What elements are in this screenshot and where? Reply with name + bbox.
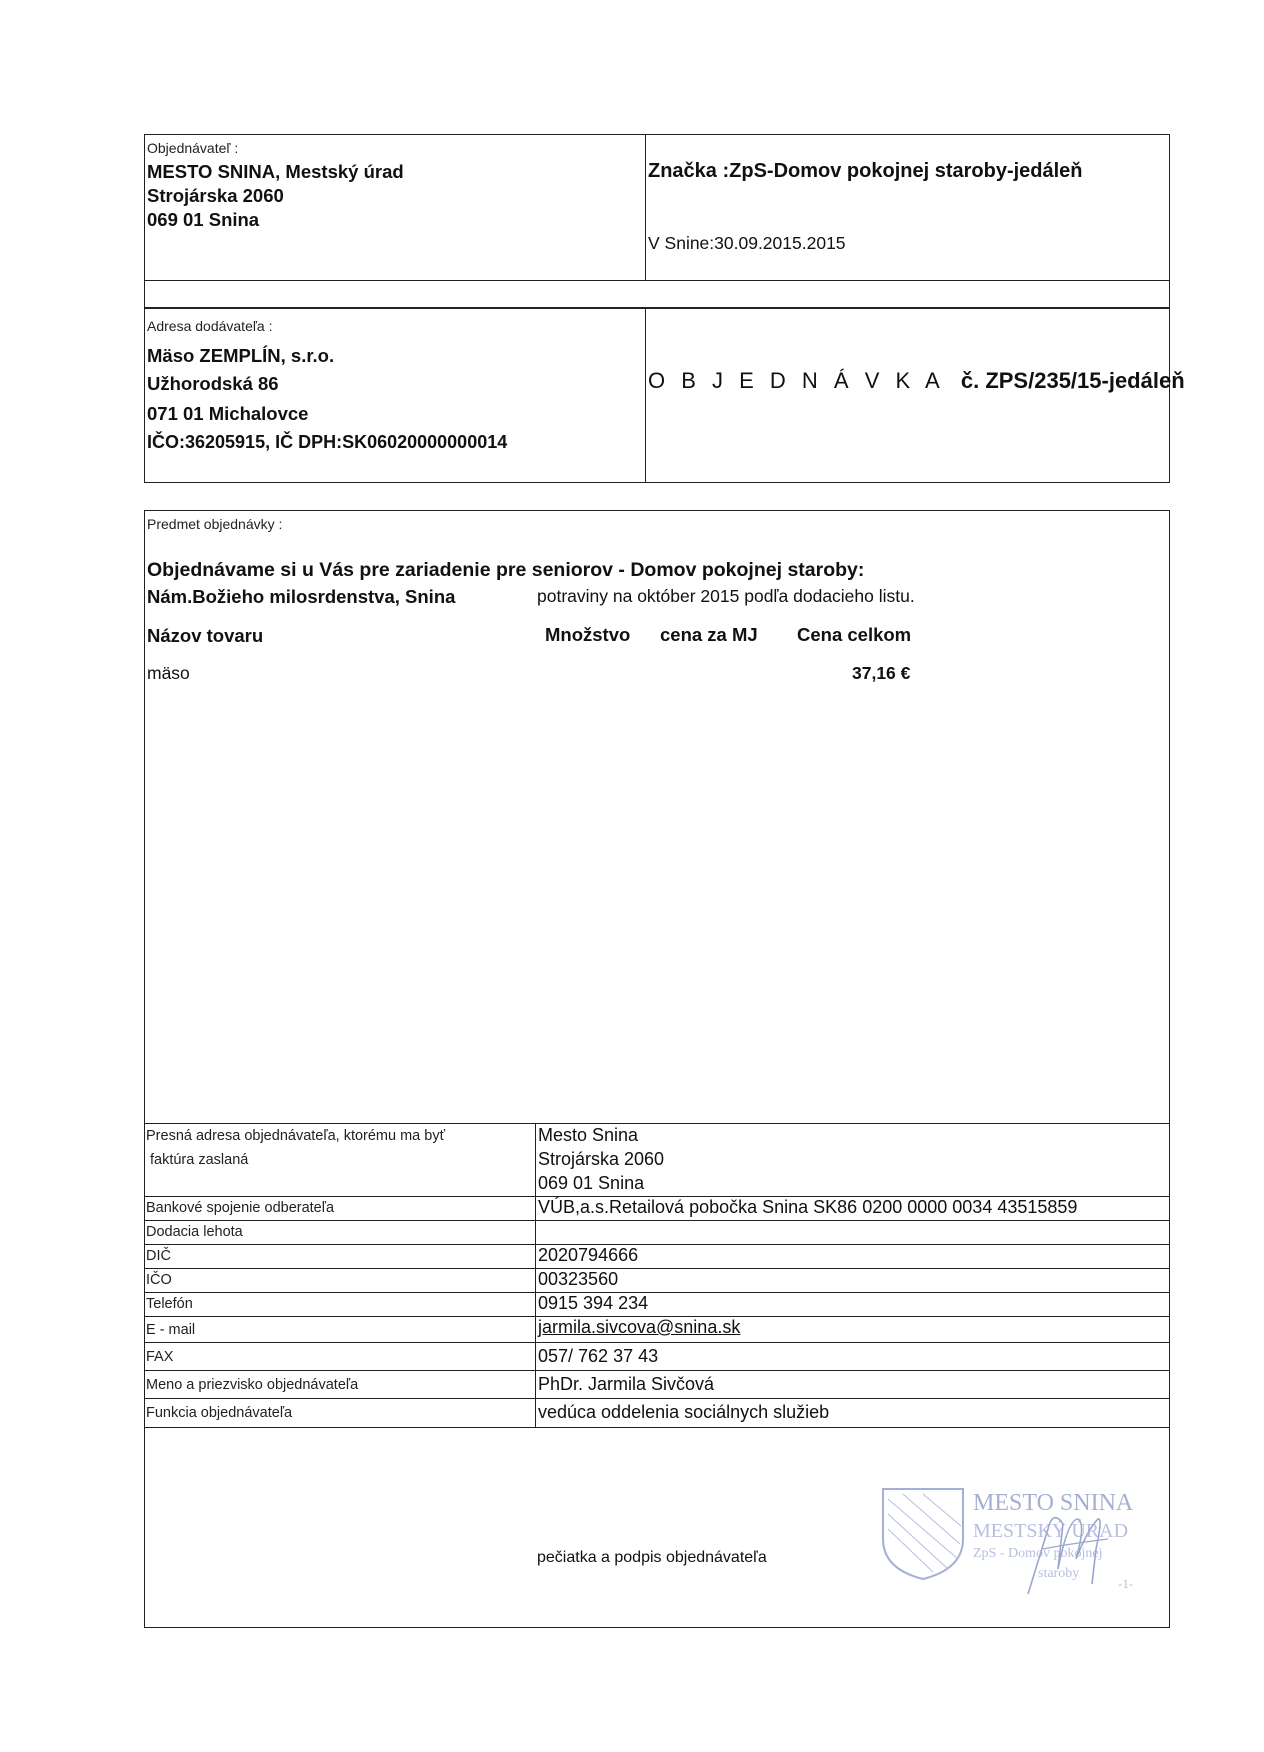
supplier-name: Mäso ZEMPLÍN, s.r.o. xyxy=(147,345,335,366)
column-header-name: Názov tovaru xyxy=(147,625,264,646)
stamp-line3: ZpS - Domov pokojnej xyxy=(973,1546,1103,1561)
orderer-fullname-value: PhDr. Jarmila Sivčová xyxy=(538,1374,715,1394)
phone-value: 0915 394 234 xyxy=(538,1293,649,1313)
subject-line2-bold: Nám.Božieho milosrdenstva, Snina xyxy=(147,586,456,607)
column-header-unit-price: cena za MJ xyxy=(660,624,758,645)
subject-line2-normal: potraviny na október 2015 podľa dodacieho listu. xyxy=(537,586,915,606)
supplier-box xyxy=(144,308,1170,483)
row-divider xyxy=(144,1220,1170,1221)
invoice-address-value-1: Mesto Snina xyxy=(538,1125,639,1145)
orderer-fullname-label: Meno a priezvisko objednávateľa xyxy=(146,1377,359,1393)
orderer-city: 069 01 Snina xyxy=(147,209,260,230)
invoice-address-label-2: faktúra zaslaná xyxy=(150,1152,249,1168)
coat-of-arms-icon xyxy=(878,1484,968,1584)
order-number: č. ZPS/235/15-jedáleň xyxy=(960,368,1185,393)
orderer-name: MESTO SNINA, Mestský úrad xyxy=(147,161,404,182)
row-divider xyxy=(144,1244,1170,1245)
item-name: mäso xyxy=(147,663,190,683)
stamp-line4: staroby xyxy=(1038,1566,1080,1581)
stamp-line1: MESTO SNINA xyxy=(973,1490,1134,1516)
orderer-divider xyxy=(645,134,646,281)
reference-place-date: V Snine:30.09.2015.2015 xyxy=(648,233,846,253)
row-divider xyxy=(144,1398,1170,1399)
ico-label: IČO xyxy=(146,1272,172,1288)
orderer-street: Strojárska 2060 xyxy=(147,185,284,206)
phone-label: Telefón xyxy=(146,1296,193,1312)
dic-value: 2020794666 xyxy=(538,1245,639,1265)
supplier-section xyxy=(144,281,1170,308)
order-title-spaced: O B J E D N Á V K A xyxy=(648,368,945,393)
reference-mark: Značka :ZpS-Domov pokojnej staroby-jedáleň xyxy=(648,160,1083,182)
stamp-line2: MESTSKÝ ÚRAD xyxy=(973,1520,1129,1542)
supplier-divider xyxy=(645,308,646,483)
column-header-quantity: Množstvo xyxy=(545,624,631,645)
bank-value: VÚB,a.s.Retailová pobočka Snina SK86 0200 0000 0034 43515859 xyxy=(538,1197,1078,1217)
official-stamp xyxy=(878,1484,1143,1598)
dic-label: DIČ xyxy=(146,1248,171,1264)
orderer-function-value: vedúca oddelenia sociálnych služieb xyxy=(538,1402,830,1422)
supplier-label: Adresa dodávateľa : xyxy=(147,318,273,334)
email-value[interactable]: jarmila.sivcova@snina.sk xyxy=(538,1317,741,1337)
supplier-street: Užhorodská 86 xyxy=(147,373,279,394)
orderer-label: Objednávateľ : xyxy=(147,140,239,156)
supplier-ids: IČO:36205915, IČ DPH:SK06020000000014 xyxy=(147,432,508,452)
row-divider xyxy=(144,1342,1170,1343)
ico-value: 00323560 xyxy=(538,1269,619,1289)
stamp-line5: -1- xyxy=(1118,1576,1134,1591)
bank-label: Bankové spojenie odberateľa xyxy=(146,1200,335,1216)
details-divider xyxy=(535,1124,536,1428)
row-divider xyxy=(144,1370,1170,1371)
fax-label: FAX xyxy=(146,1349,174,1365)
invoice-address-value-2: Strojárska 2060 xyxy=(538,1149,665,1169)
invoice-address-label-1: Presná adresa objednávateľa, ktorému ma byť xyxy=(146,1128,446,1144)
signature-scribble-icon xyxy=(1008,1489,1128,1599)
delivery-term-label: Dodacia lehota xyxy=(146,1224,243,1240)
invoice-address-value-3: 069 01 Snina xyxy=(538,1173,645,1193)
column-header-total: Cena celkom xyxy=(797,624,912,645)
email-label: E - mail xyxy=(146,1322,196,1338)
subject-line1: Objednávame si u Vás pre zariadenie pre seniorov - Domov pokojnej staroby: xyxy=(147,559,865,581)
item-total: 37,16 € xyxy=(852,663,911,683)
orderer-function-label: Funkcia objednávateľa xyxy=(146,1405,293,1421)
row-divider xyxy=(144,1268,1170,1269)
order-title xyxy=(648,368,1185,394)
subject-label: Predmet objednávky : xyxy=(147,516,283,532)
fax-value: 057/ 762 37 43 xyxy=(538,1346,659,1366)
orderer-section xyxy=(144,134,1170,281)
signature-caption: pečiatka a podpis objednávateľa xyxy=(537,1549,767,1566)
supplier-city: 071 01 Michalovce xyxy=(147,403,309,424)
row-divider xyxy=(144,1292,1170,1293)
